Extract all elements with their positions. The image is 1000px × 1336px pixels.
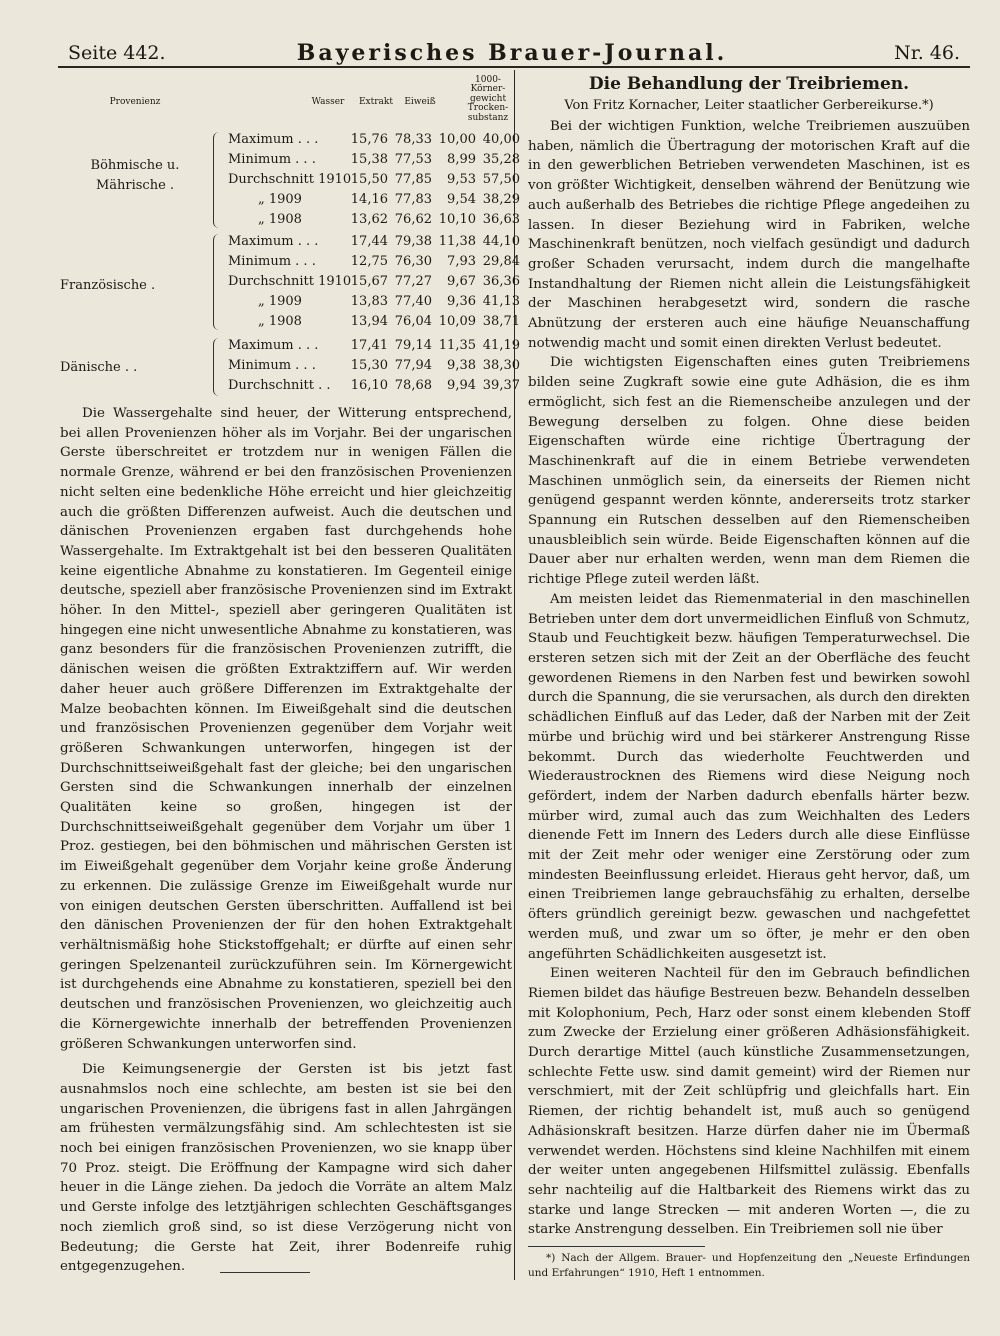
cell-eiweiss: 9,53 bbox=[447, 172, 476, 187]
cell-extrakt: 77,83 bbox=[394, 192, 432, 207]
cell-eiweiss: 9,67 bbox=[447, 274, 476, 289]
cell-koerner: 57,50 bbox=[482, 172, 520, 187]
cell-koerner: 36,63 bbox=[482, 212, 520, 227]
cell-extrakt: 76,04 bbox=[394, 314, 432, 329]
table-row bbox=[228, 292, 520, 312]
row-label: Durchschnitt 1910 bbox=[228, 172, 352, 187]
table-row bbox=[228, 272, 520, 292]
cell-wasser: 15,50 bbox=[350, 172, 388, 187]
cell-eiweiss: 7,93 bbox=[447, 254, 476, 269]
row-label: „ 1908 bbox=[258, 212, 302, 227]
cell-koerner: 35,28 bbox=[482, 152, 520, 167]
row-label: Minimum . . . bbox=[228, 152, 316, 167]
col-header-extrakt: Extrakt bbox=[358, 97, 393, 107]
cell-wasser: 14,16 bbox=[350, 192, 388, 207]
table-row bbox=[228, 150, 520, 170]
cell-wasser: 16,10 bbox=[350, 378, 388, 393]
table-row bbox=[228, 170, 520, 190]
cell-extrakt: 77,94 bbox=[394, 358, 432, 373]
row-label: „ 1909 bbox=[258, 192, 302, 207]
cell-wasser: 13,94 bbox=[350, 314, 388, 329]
row-label: „ 1909 bbox=[258, 294, 302, 309]
cell-eiweiss: 10,09 bbox=[438, 314, 476, 329]
table-row bbox=[228, 252, 520, 272]
cell-eiweiss: 9,38 bbox=[447, 358, 476, 373]
cell-extrakt: 77,85 bbox=[394, 172, 432, 187]
cell-wasser: 15,76 bbox=[350, 132, 388, 147]
footnote-rule bbox=[528, 1246, 705, 1247]
table-row bbox=[228, 130, 520, 150]
left-column bbox=[60, 72, 520, 1277]
end-rule bbox=[220, 1272, 310, 1273]
cell-eiweiss: 8,99 bbox=[447, 152, 476, 167]
header-rule bbox=[58, 66, 970, 68]
group-label: Böhmische u. Mährische . bbox=[90, 158, 180, 193]
cell-wasser: 13,83 bbox=[350, 294, 388, 309]
paragraph: Einen weiteren Nachteil für den im Gebrauch befindlichen Riemen bildet das häufige Bestreuen bezw. Behandeln desselben mit Kolophonium, Pech, Harz oder sonst einem klebenden Stoff zum Zwecke der Erzielung einer größeren Adhäsionsfähigkeit. Durch derartige Mittel (auch künstliche Zusammensetzungen, schlechte Fette usw. sind damit gemeint) wird der Riemen nur verschmiert, mit der Zeit schlüpfrig und gleichfalls hart. Ein Riemen, der richtig behandelt ist, muß auch so genügend Adhäsionskraft besitzen. Harze dürfen daher nie im Übermaß verwendet werden. Höchstens sind kleine Nachhilfen mit einem der weiter unten angegebenen Hilfsmittel zulässig. Ebenfalls sehr nachteilig auf die Haltbarkeit des Riemens wirkt das zu starke und lange Strecken — mit anderen Worten —, die zu starke Anstrengung desselben. Ein Treibriemen soll nie über bbox=[528, 966, 970, 1238]
cell-extrakt: 77,40 bbox=[394, 294, 432, 309]
cell-wasser: 15,67 bbox=[350, 274, 388, 289]
table-row bbox=[228, 232, 520, 252]
cell-extrakt: 78,68 bbox=[394, 378, 432, 393]
paragraph: Am meisten leidet das Riemenmaterial in den maschinellen Betrieben unter dem dort unvermeidlichen Einfluß von Schmutz, Staub und Feuchtigkeit bezw. häufigen Temperaturwechsel. Die ersteren setzen sich mit der Zeit an der Oberfläche des feucht gewordenen Riemens in den Narben fest und bewirken sowohl durch die Spannung, die sie verursachen, als durch den direkten schädlichen Einfluß auf das Leder, daß der Narben mit der Zeit mürbe und brüchig wird und bei stärkerer Anstrengung Risse bekommt. Durch das wiederholte Feuchtwerden und Wiederaustrocknen des Riemens wird diese Neigung noch gefördert, indem der Narben dadurch ebenfalls härter bezw. mürber wird, zumal auch das zum Weichhalten des Leders dienende Fett im Innern des Leders durch alle diese Einflüsse mit der Zeit mehr oder weniger eine Zerstörung oder zum mindesten Beeinflussung erleidet. Hieraus geht hervor, daß, um einen Treibriemen lange gebrauchsfähig zu erhalten, derselbe öfters gründlich gereinigt bezw. gewaschen und nachgefettet werden muß, und zwar um so öfter, je mehr er den oben angeführten Schädlichkeiten ausgesetzt ist. bbox=[528, 591, 970, 962]
brace bbox=[213, 338, 220, 396]
cell-eiweiss: 9,36 bbox=[447, 294, 476, 309]
cell-eiweiss: 10,10 bbox=[438, 212, 476, 227]
cell-koerner: 38,29 bbox=[482, 192, 520, 207]
table-row bbox=[228, 356, 520, 376]
table-row bbox=[228, 210, 520, 230]
cell-koerner: 38,71 bbox=[482, 314, 520, 329]
table-row bbox=[228, 336, 520, 356]
cell-eiweiss: 9,54 bbox=[447, 192, 476, 207]
issue-number: Nr. 46. bbox=[894, 42, 960, 64]
paragraph: Bei der wichtigen Funktion, welche Treibriemen auszuüben haben, nämlich die Übertragung der motorischen Kraft auf die in den gewerblichen Betrieben verwendeten Maschinen, ist es von größter Wichtigkeit, denselben während der Benützung wie auch außerhalb des Betriebes die richtige Pflege angedeihen zu lassen. In dieser Beziehung wird in Fabriken, welche Maschinenkraft benützen, noch vielfach gesündigt und dadurch großer Schaden verursacht, indem durch die mangelhafte Instandhaltung der Riemen nicht allein die Leistungsfähigkeit der Maschinen herabgesetzt wird, sondern die rasche Abnützung der ersteren auch eine häufige Neuanschaffung notwendig macht und somit einen direkten Verlust bedeutet. bbox=[528, 119, 970, 351]
cell-koerner: 41,13 bbox=[482, 294, 520, 309]
table-row bbox=[228, 190, 520, 210]
cell-koerner: 38,30 bbox=[482, 358, 520, 373]
cell-koerner: 44,10 bbox=[482, 234, 520, 249]
row-label: Durchschnitt 1910 bbox=[228, 274, 352, 289]
row-label: Maximum . . . bbox=[228, 234, 319, 249]
cell-extrakt: 77,53 bbox=[394, 152, 432, 167]
cell-wasser: 15,30 bbox=[350, 358, 388, 373]
cell-wasser: 17,44 bbox=[350, 234, 388, 249]
cell-koerner: 40,00 bbox=[482, 132, 520, 147]
cell-eiweiss: 9,94 bbox=[447, 378, 476, 393]
cell-koerner: 36,36 bbox=[482, 274, 520, 289]
col-header-koerner: 1000-Körner-gewicht Trocken-substanz bbox=[467, 75, 509, 123]
page-number: Seite 442. bbox=[68, 42, 166, 64]
paragraph: Die wichtigsten Eigenschaften eines guten Treibriemens bilden seine Zugkraft sowie eine gute Adhäsion, die es ihm ermöglicht, sich fest an die Riemenscheibe anzulegen und der Bewegung derselben zu folgen. Ohne diese beiden Eigenschaften würde eine richtige Übertragung der Maschinenkraft auf die in einem Betriebe verwendeten Maschinen unmöglich sein, da einerseits der Riemen nicht genügend gespannt werden könnte, andererseits trotz starker Spannung ein Rutschen desselben auf den Riemenscheiben unausbleiblich sein würde. Beide Eigenschaften können auf die Dauer aber nur erhalten werden, wenn man dem Riemen die richtige Pflege zuteil werden läßt. bbox=[528, 355, 970, 588]
cell-eiweiss: 10,00 bbox=[438, 132, 476, 147]
cell-extrakt: 78,33 bbox=[394, 132, 432, 147]
cell-wasser: 17,41 bbox=[350, 338, 388, 353]
col-header-wasser: Wasser bbox=[311, 97, 345, 107]
table-row bbox=[228, 376, 520, 396]
row-label: Minimum . . . bbox=[228, 358, 316, 373]
cell-eiweiss: 11,38 bbox=[438, 234, 476, 249]
brace bbox=[213, 234, 220, 330]
cell-koerner: 41,19 bbox=[482, 338, 520, 353]
paragraph: Die Wassergehalte sind heuer, der Witterung entsprechend, bei allen Provenienzen höher als im Vorjahr. Bei der ungarischen Gerste überschreitet er trotzdem nur in wenigen Fällen die normale Grenze, während er bei den französischen Provenienzen nicht selten eine bedenkliche Höhe erreicht und hier gleichzeitig auch die größten Differenzen aufweist. Auch die deutschen und dänischen Provenienzen ergaben fast durchgehends hohe Wassergehalte. Im Extraktgehalt ist bei den besseren Qualitäten keine eigentliche Abnahme zu konstatieren. Im Gegenteil einige deutsche, speziell aber französische Provenienzen sind im Extrakt höher. In den Mittel-, speziell aber geringeren Qualitäten ist hingegen eine nicht unwesentliche Abnahme zu konstatieren, was ganz besonders für die französischen Provenienzen zutrifft, die dänischen weisen die größten Extraktziffern auf. Wir werden daher heuer auch größere Differenzen im Extraktgehalte der Malze beobachten können. Im Eiweißgehalt sind die deutschen und französischen Provenienzen gegenüber dem Vorjahr weit größeren Schwankungen unterworfen, hingegen ist der Durchschnittseiweißgehalt fast der gleiche; bei den ungarischen Gersten sind die Schwankungen innerhalb der einzelnen Qualitäten keine so großen, hingegen ist der Durchschnittseiweißgehalt gegenüber dem Vorjahr um über 1 Proz. gestiegen, bei den böhmischen und mährischen Gersten ist im Eiweißgehalt gegenüber dem Vorjahr keine große Änderung zu erkennen. Die zulässige Grenze im Eiweißgehalt wurde nur von einigen deutschen Gersten überschritten. Auffallend ist bei den dänischen Provenienzen der für den hohen Extraktgehalt verhältnismäßig hohe Stickstoffgehalt; er dürfte auf einen sehr geringen Spelzenanteil zurückzuführen sein. Im Körnergewicht ist durchgehends eine Abnahme zu konstatieren, speziell bei den deutschen und französischen Provenienzen, wo gleichzeitig auch die Körnergewichte innerhalb der betreffenden Provenienzen größeren Schwankungen unterworfen sind. bbox=[60, 406, 512, 1052]
malt-analysis-table bbox=[60, 72, 520, 404]
cell-eiweiss: 11,35 bbox=[438, 338, 476, 353]
brace bbox=[213, 132, 220, 228]
paragraph: Die Keimungsenergie der Gersten ist bis jetzt fast ausnahmslos noch eine schlechte, am besten ist sie bei den ungarischen Provenienzen, die übrigens fast in allen Jahrgängen am frühesten vermälzungsfähig sind. Am schlechtesten ist sie noch bei einigen französischen Provenienzen, wo sie knapp über 70 Proz. steigt. Die Eröffnung der Kampagne wird sich daher heuer in die Länge ziehen. Da jedoch die Vorräte an altem Malz und Gerste infolge des letztjährigen schlechten Geschäftsganges noch ziemlich groß sind, so ist diese Verzögerung nicht von Bedeutung; die Gerste hat Zeit, ihrer Bodenreife ruhig entgegenzugehen. bbox=[60, 1062, 512, 1275]
journal-title: Bayerisches Brauer-Journal. bbox=[296, 40, 728, 66]
cell-extrakt: 77,27 bbox=[394, 274, 432, 289]
row-label: Maximum . . . bbox=[228, 338, 319, 353]
group-label: Dänische . . bbox=[60, 360, 138, 375]
article-title: Die Behandlung der Treibriemen. bbox=[588, 74, 910, 94]
cell-extrakt: 79,14 bbox=[394, 338, 432, 353]
row-label: Minimum . . . bbox=[228, 254, 316, 269]
footnote: *) Nach der Allgem. Brauer- und Hopfenzeitung den „Neueste Erfindungen und Erfahrungen“ 1910, Heft 1 entnommen. bbox=[528, 1252, 970, 1280]
row-label: „ 1908 bbox=[258, 314, 302, 329]
cell-wasser: 15,38 bbox=[350, 152, 388, 167]
col-header-provenienz: Provenienz bbox=[109, 97, 161, 107]
article-author: Von Fritz Kornacher, Leiter staatlicher Gerbereikurse.*) bbox=[564, 98, 934, 113]
cell-wasser: 12,75 bbox=[350, 254, 388, 269]
col-header-eiweiss: Eiweiß bbox=[404, 97, 436, 107]
cell-wasser: 13,62 bbox=[350, 212, 388, 227]
table-row bbox=[228, 312, 520, 332]
group-label: Französische . bbox=[60, 278, 156, 293]
cell-extrakt: 79,38 bbox=[394, 234, 432, 249]
cell-koerner: 39,37 bbox=[482, 378, 520, 393]
cell-extrakt: 76,30 bbox=[394, 254, 432, 269]
row-label: Durchschnitt . . bbox=[228, 378, 331, 393]
right-column bbox=[528, 72, 970, 1281]
row-label: Maximum . . . bbox=[228, 132, 319, 147]
cell-koerner: 29,84 bbox=[482, 254, 520, 269]
cell-extrakt: 76,62 bbox=[394, 212, 432, 227]
